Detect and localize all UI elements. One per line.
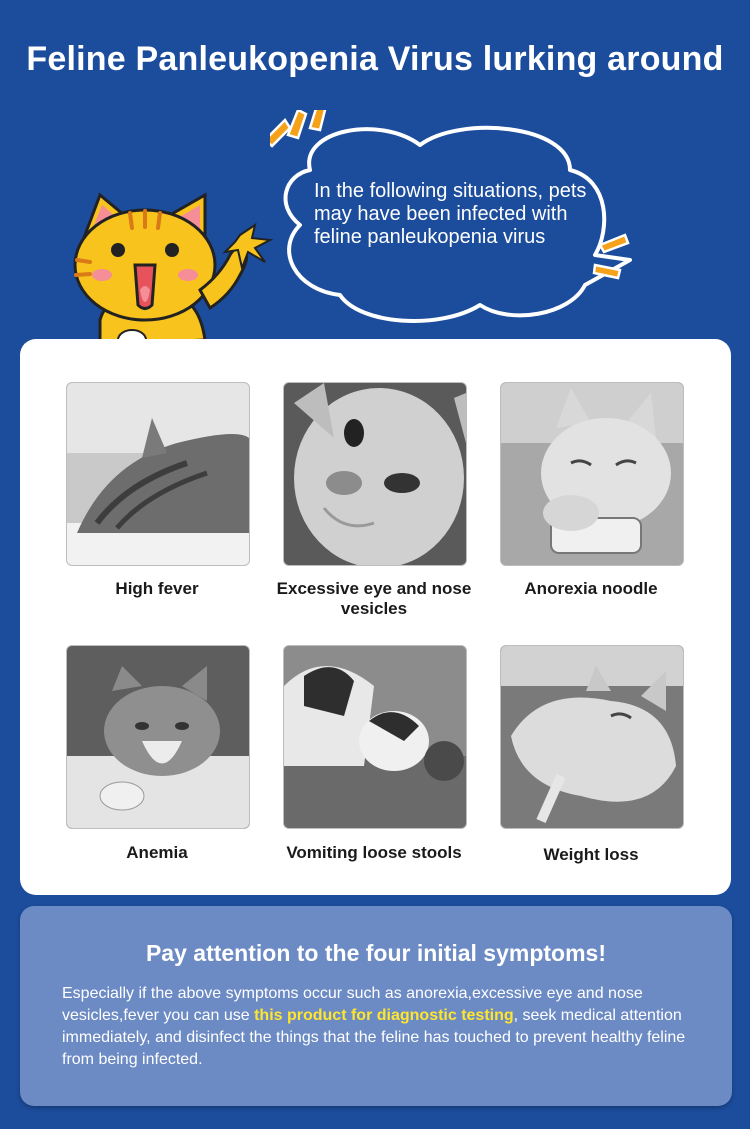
diagnostic-testing-highlight: this product for diagnostic testing — [254, 1007, 514, 1024]
symptom-label: Anemia — [126, 843, 188, 862]
symptom-label: Anorexia noodle — [524, 579, 658, 598]
photo-vomiting — [283, 645, 467, 829]
photo-high-fever — [66, 382, 250, 566]
symptom-label: Excessive eye and nose vesicles — [276, 579, 472, 618]
notice-panel — [20, 906, 732, 1106]
notice-body-text: Especially if the above symptoms occur such as anorexia,excessive eye and nose vesicles,fever you can use — [62, 985, 643, 1024]
photo-anemia — [66, 645, 250, 829]
cartoon-cat-icon — [60, 180, 290, 345]
symptom-label: High fever — [115, 579, 199, 598]
notice-body-text: , seek medical attention immediately, and disinfect the things that the feline has touched to prevent healthy feline from being infected. — [62, 1007, 686, 1068]
alert-rays-icon — [270, 110, 326, 146]
photo-eye-nose-vesicles — [283, 382, 467, 566]
symptom-label: Weight loss — [543, 845, 639, 864]
notice-title: Pay attention to the four initial symptoms! — [145, 940, 607, 966]
page-title: Feline Panleukopenia Virus lurking around — [26, 40, 724, 78]
photo-weight-loss — [500, 645, 684, 829]
bubble-text: In the following situations, pets may have been infected with feline panleukopenia virus — [314, 180, 587, 248]
symptom-label: Vomiting loose stools — [286, 843, 462, 862]
notice-body — [62, 983, 712, 1071]
symptoms-card — [20, 339, 731, 895]
photo-anorexia — [500, 382, 684, 566]
